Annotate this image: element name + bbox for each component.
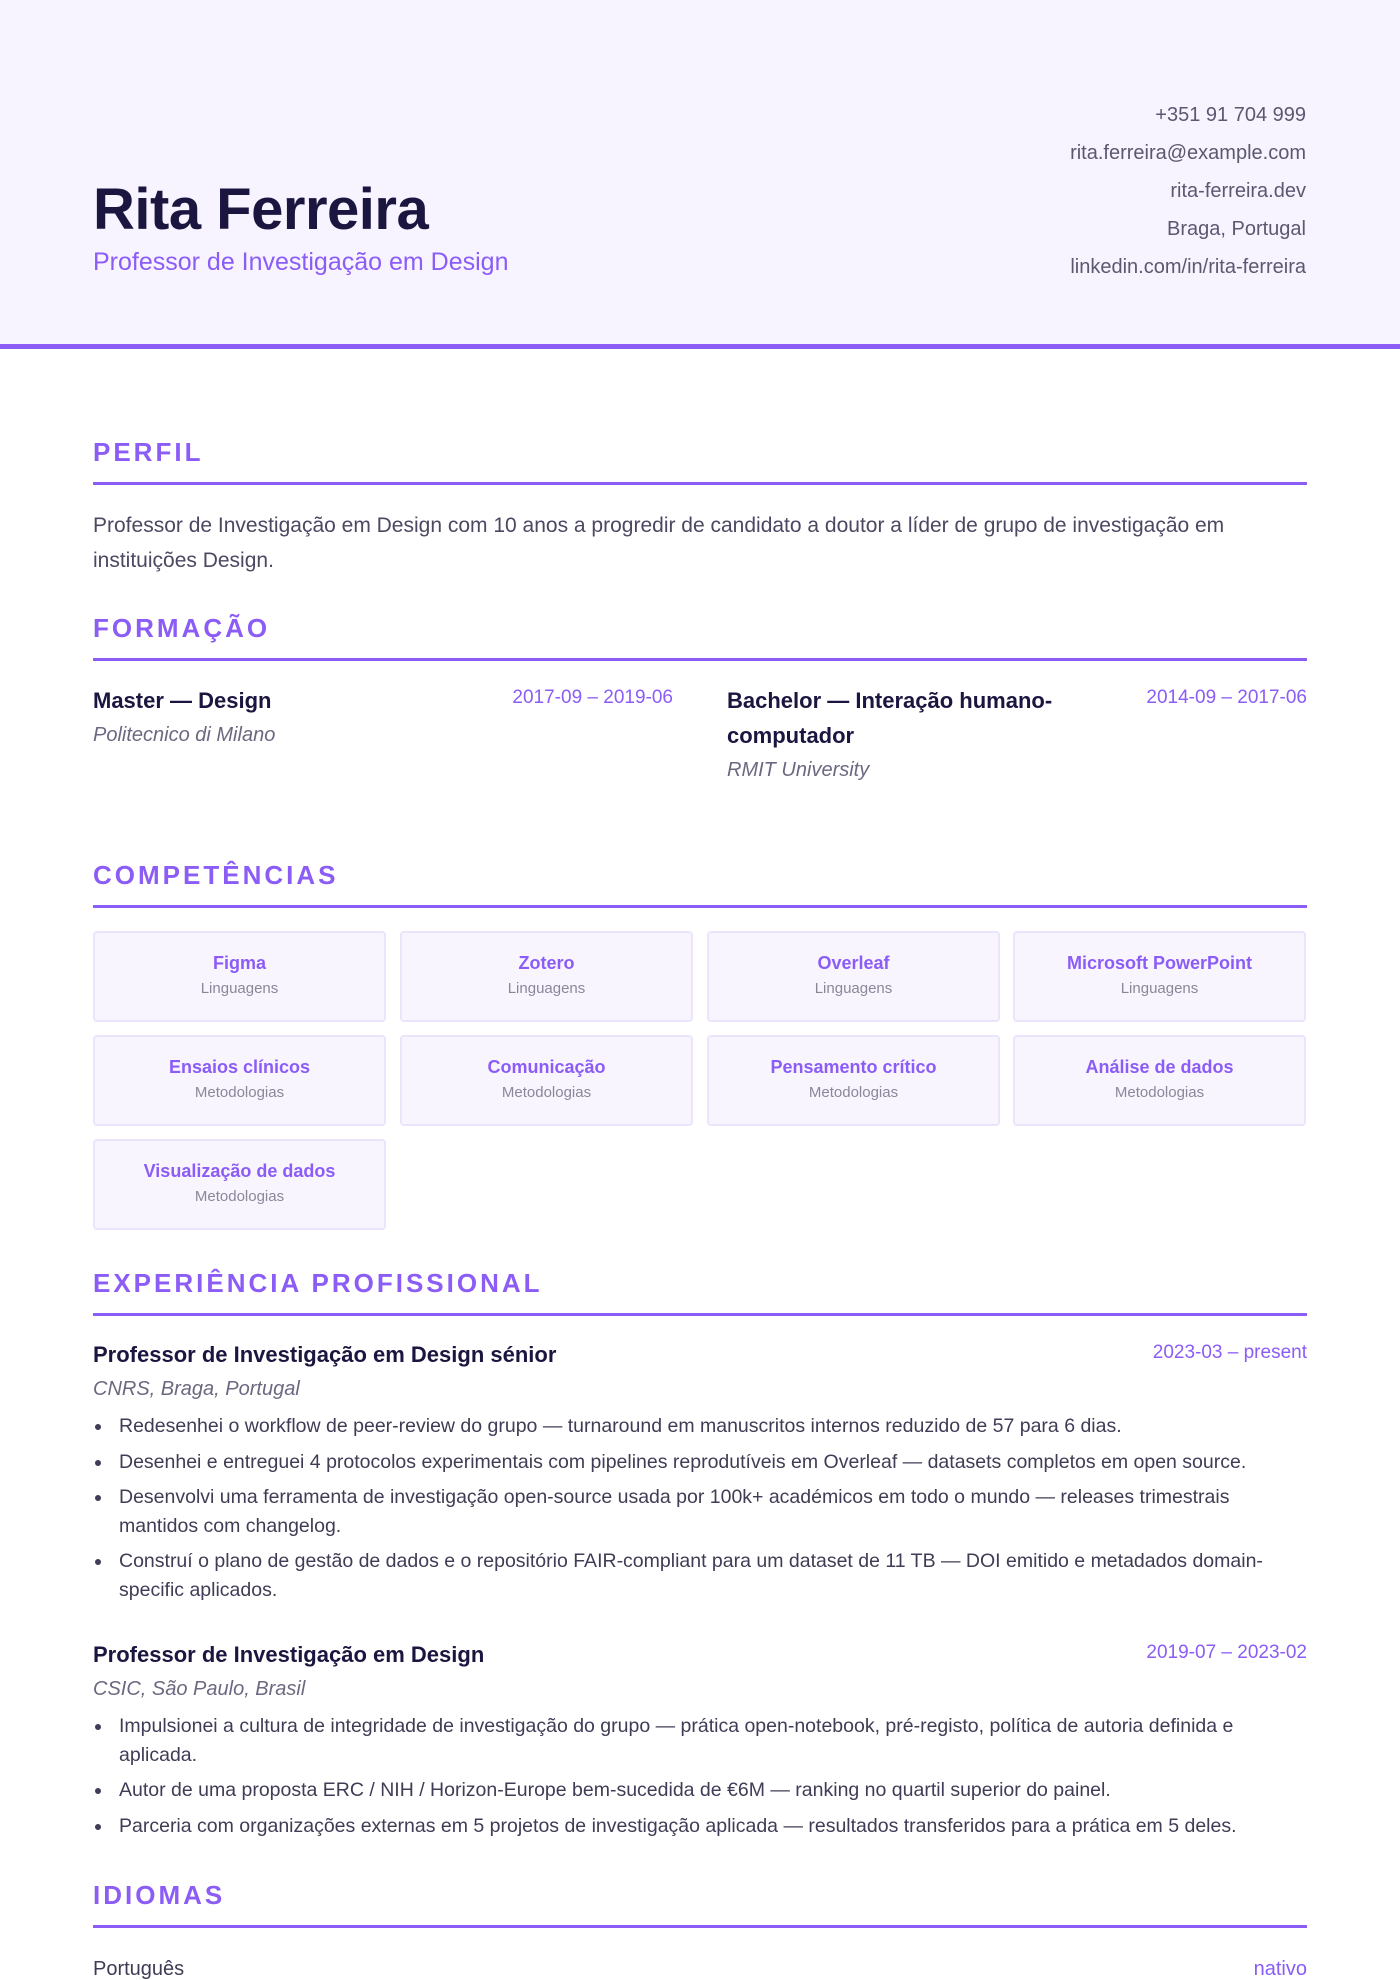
experience-item [93, 1638, 1307, 1847]
education-degree: Bachelor — Interação humano-computador [727, 688, 1053, 748]
skill-name: Overleaf [817, 953, 890, 973]
job-title: Professor de Investigação em Design sénior [93, 1342, 557, 1367]
section-title-education: FORMAÇÃO [93, 613, 1307, 661]
education-item [93, 683, 673, 752]
candidate-role: Professor de Investigação em Design [93, 248, 509, 276]
section-title-skills: COMPETÊNCIAS [93, 860, 1307, 908]
skill-name: Comunicação [487, 1057, 606, 1077]
education-date: 2014-09 – 2017-06 [1146, 687, 1307, 708]
skill-category: Metodologias [808, 1084, 899, 1101]
skill-category: Metodologias [501, 1084, 592, 1101]
profile-summary: Professor de Investigação em Design com 10 anos a progredir de candidato a doutor a líder de grupo de investigação em instituições Design. [93, 514, 1225, 572]
education-school: RMIT University [727, 759, 870, 781]
skill-category: Metodologias [194, 1084, 285, 1101]
skill-name: Microsoft PowerPoint [1066, 953, 1252, 973]
skill-name: Zotero [518, 953, 575, 973]
language-name: Português [93, 1958, 185, 1980]
skill-card [707, 1035, 1000, 1126]
education-date: 2017-09 – 2019-06 [512, 687, 673, 708]
skill-card [93, 931, 386, 1022]
skill-category: Metodologias [1114, 1084, 1205, 1101]
job-bullet: Construí o plano de gestão de dados e o repositório FAIR-compliant para um dataset de 11 TB — DOI emitido e metadados domain-specific aplicados. [93, 1547, 1307, 1604]
skill-card [400, 931, 693, 1022]
contact-email[interactable]: rita.ferreira@example.com [1070, 142, 1306, 164]
contact-block [1070, 96, 1306, 286]
resume-header [0, 0, 1400, 349]
skill-card [1013, 931, 1306, 1022]
experience-item [93, 1338, 1307, 1611]
section-title-experience: EXPERIÊNCIA PROFISSIONAL [93, 1268, 1307, 1316]
contact-linkedin[interactable]: linkedin.com/in/rita-ferreira [1070, 256, 1306, 278]
skill-category: Linguagens [814, 980, 893, 997]
skill-card [707, 931, 1000, 1022]
section-title-profile: PERFIL [93, 437, 1307, 485]
job-bullet: Autor de uma proposta ERC / NIH / Horizon-Europe bem-sucedida de €6M — ranking no quartil superior do painel. [93, 1776, 1307, 1805]
candidate-name: Rita Ferreira [93, 177, 429, 242]
contact-location: Braga, Portugal [1167, 218, 1306, 240]
job-bullet: Parceria com organizações externas em 5 projetos de investigação aplicada — resultados transferidos para a prática em 5 deles. [93, 1812, 1307, 1841]
skill-card [400, 1035, 693, 1126]
skill-name: Análise de dados [1085, 1057, 1234, 1077]
job-bullet: Redesenhei o workflow de peer-review do grupo — turnaround em manuscritos internos reduzido de 57 para 6 dias. [93, 1412, 1307, 1441]
skill-card [1013, 1035, 1306, 1126]
job-date: 2023-03 – present [1152, 1342, 1307, 1363]
job-title: Professor de Investigação em Design [93, 1642, 485, 1667]
language-level: nativo [1253, 1958, 1307, 1980]
skill-category: Linguagens [1120, 980, 1199, 997]
job-organization: CNRS, Braga, Portugal [93, 1378, 300, 1400]
section-title-languages: IDIOMAS [93, 1880, 1307, 1928]
skill-category: Metodologias [194, 1188, 285, 1205]
skill-card [93, 1035, 386, 1126]
skill-name: Pensamento crítico [770, 1057, 937, 1077]
skill-name: Figma [212, 953, 266, 973]
job-bullets [93, 1412, 1307, 1604]
education-degree: Master — Design [93, 688, 272, 713]
skill-name: Visualização de dados [143, 1161, 336, 1181]
job-bullets [93, 1712, 1307, 1840]
skill-category: Linguagens [200, 980, 279, 997]
education-item [727, 683, 1307, 787]
skill-card [93, 1139, 386, 1230]
contact-phone: +351 91 704 999 [1155, 104, 1306, 126]
education-school: Politecnico di Milano [93, 724, 276, 746]
job-bullet: Desenhei e entreguei 4 protocolos experimentais com pipelines reprodutíveis em Overleaf — datasets completos em open source. [93, 1448, 1307, 1477]
job-organization: CSIC, São Paulo, Brasil [93, 1678, 306, 1700]
job-bullet: Desenvolvi uma ferramenta de investigação open-source usada por 100k+ académicos em todo o mundo — releases trimestrais mantidos com changelog. [93, 1483, 1307, 1540]
contact-website[interactable]: rita-ferreira.dev [1170, 180, 1306, 202]
job-date: 2019-07 – 2023-02 [1146, 1642, 1307, 1663]
skill-category: Linguagens [507, 980, 586, 997]
skill-name: Ensaios clínicos [168, 1057, 311, 1077]
job-bullet: Impulsionei a cultura de integridade de investigação do grupo — prática open-notebook, pré-registo, política de autoria definida e aplicada. [93, 1712, 1307, 1769]
